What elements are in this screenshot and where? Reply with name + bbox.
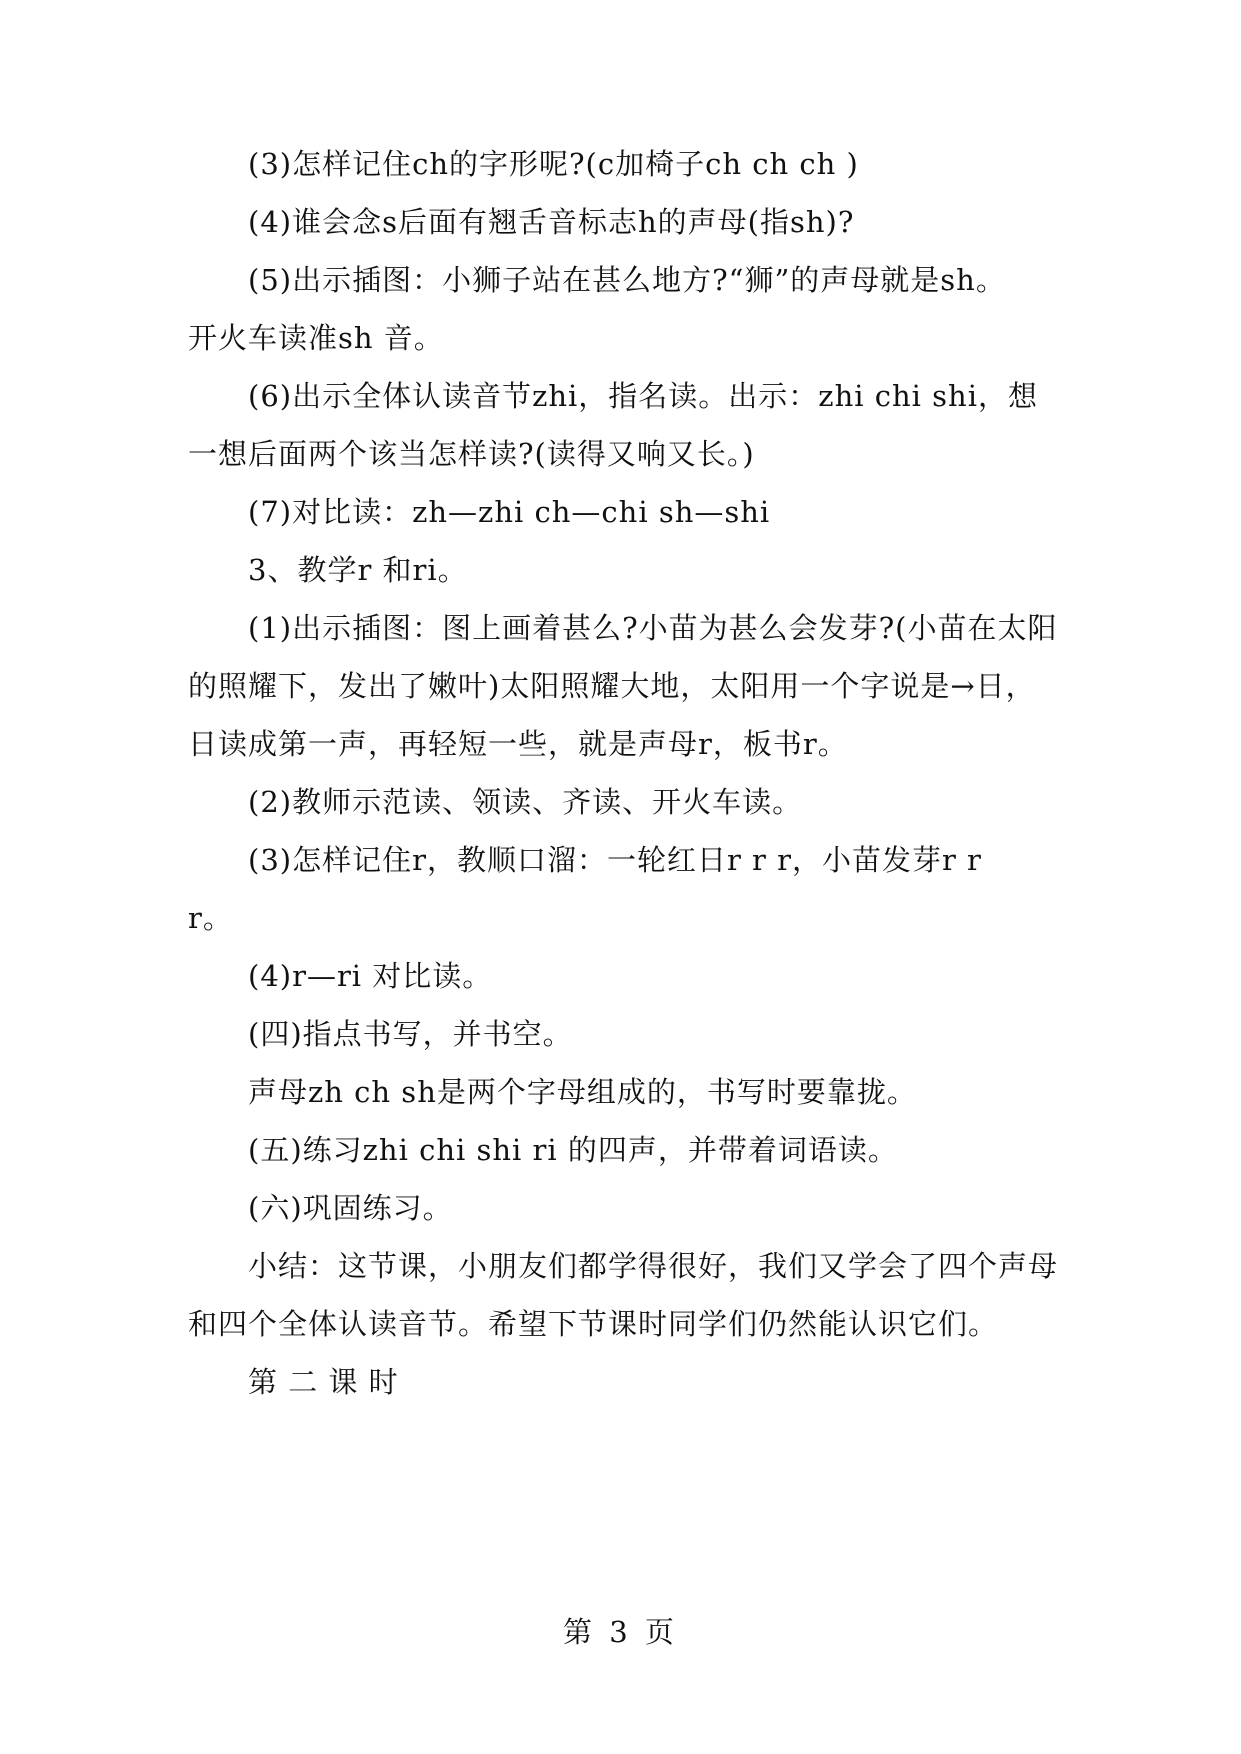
section-heading: 第 二 课 时 — [248, 1365, 399, 1399]
text-line-14: r。 — [188, 901, 233, 935]
text-line-11: 日读成第一声，再轻短一些，就是声母r，板书r。 — [188, 727, 848, 761]
page-number: 第 3 页 — [563, 1615, 678, 1649]
text-line-5: (6)出示全体认读音节zhi，指名读。出示：zhi chi shi，想 — [248, 379, 1039, 413]
text-line-18: (五)练习zhi chi shi ri 的四声，并带着词语读。 — [248, 1133, 898, 1167]
text-line-21: 和四个全体认读音节。希望下节课时同学们仍然能认识它们。 — [188, 1307, 999, 1341]
text-line-10: 的照耀下，发出了嫩叶)太阳照耀大地，太阳用一个字说是→日， — [188, 669, 1036, 703]
text-line-13: (3)怎样记住r，教顺口溜：一轮红日r r r，小苗发芽r r — [248, 843, 982, 877]
text-line-9: (1)出示插图：图上画着甚么?小苗为甚么会发芽?(小苗在太阳 — [248, 611, 1058, 645]
text-line-3: (5)出示插图：小狮子站在甚么地方?“狮”的声母就是sh。 — [248, 263, 1006, 297]
text-line-6: 一想后面两个该当怎样读?(读得又响又长。) — [188, 437, 755, 471]
text-line-20: 小结：这节课，小朋友们都学得很好，我们又学会了四个声母 — [248, 1249, 1059, 1283]
text-line-2: (4)谁会念s后面有翘舌音标志h的声母(指sh)? — [248, 205, 855, 239]
text-line-12: (2)教师示范读、领读、齐读、开火车读。 — [248, 785, 803, 819]
text-line-15: (4)r—ri 对比读。 — [248, 959, 493, 993]
text-line-1: (3)怎样记住ch的字形呢?(c加椅子ch ch ch ) — [248, 147, 859, 181]
text-line-16: (四)指点书写，并书空。 — [248, 1017, 573, 1051]
text-line-19: (六)巩固练习。 — [248, 1191, 453, 1225]
text-line-17: 声母zh ch sh是两个字母组成的，书写时要靠拢。 — [248, 1075, 917, 1109]
text-line-4: 开火车读准sh 音。 — [188, 321, 444, 355]
text-line-8: 3、教学r 和ri。 — [248, 553, 468, 587]
text-line-7: (7)对比读：zh—zhi ch—chi sh—shi — [248, 495, 771, 529]
